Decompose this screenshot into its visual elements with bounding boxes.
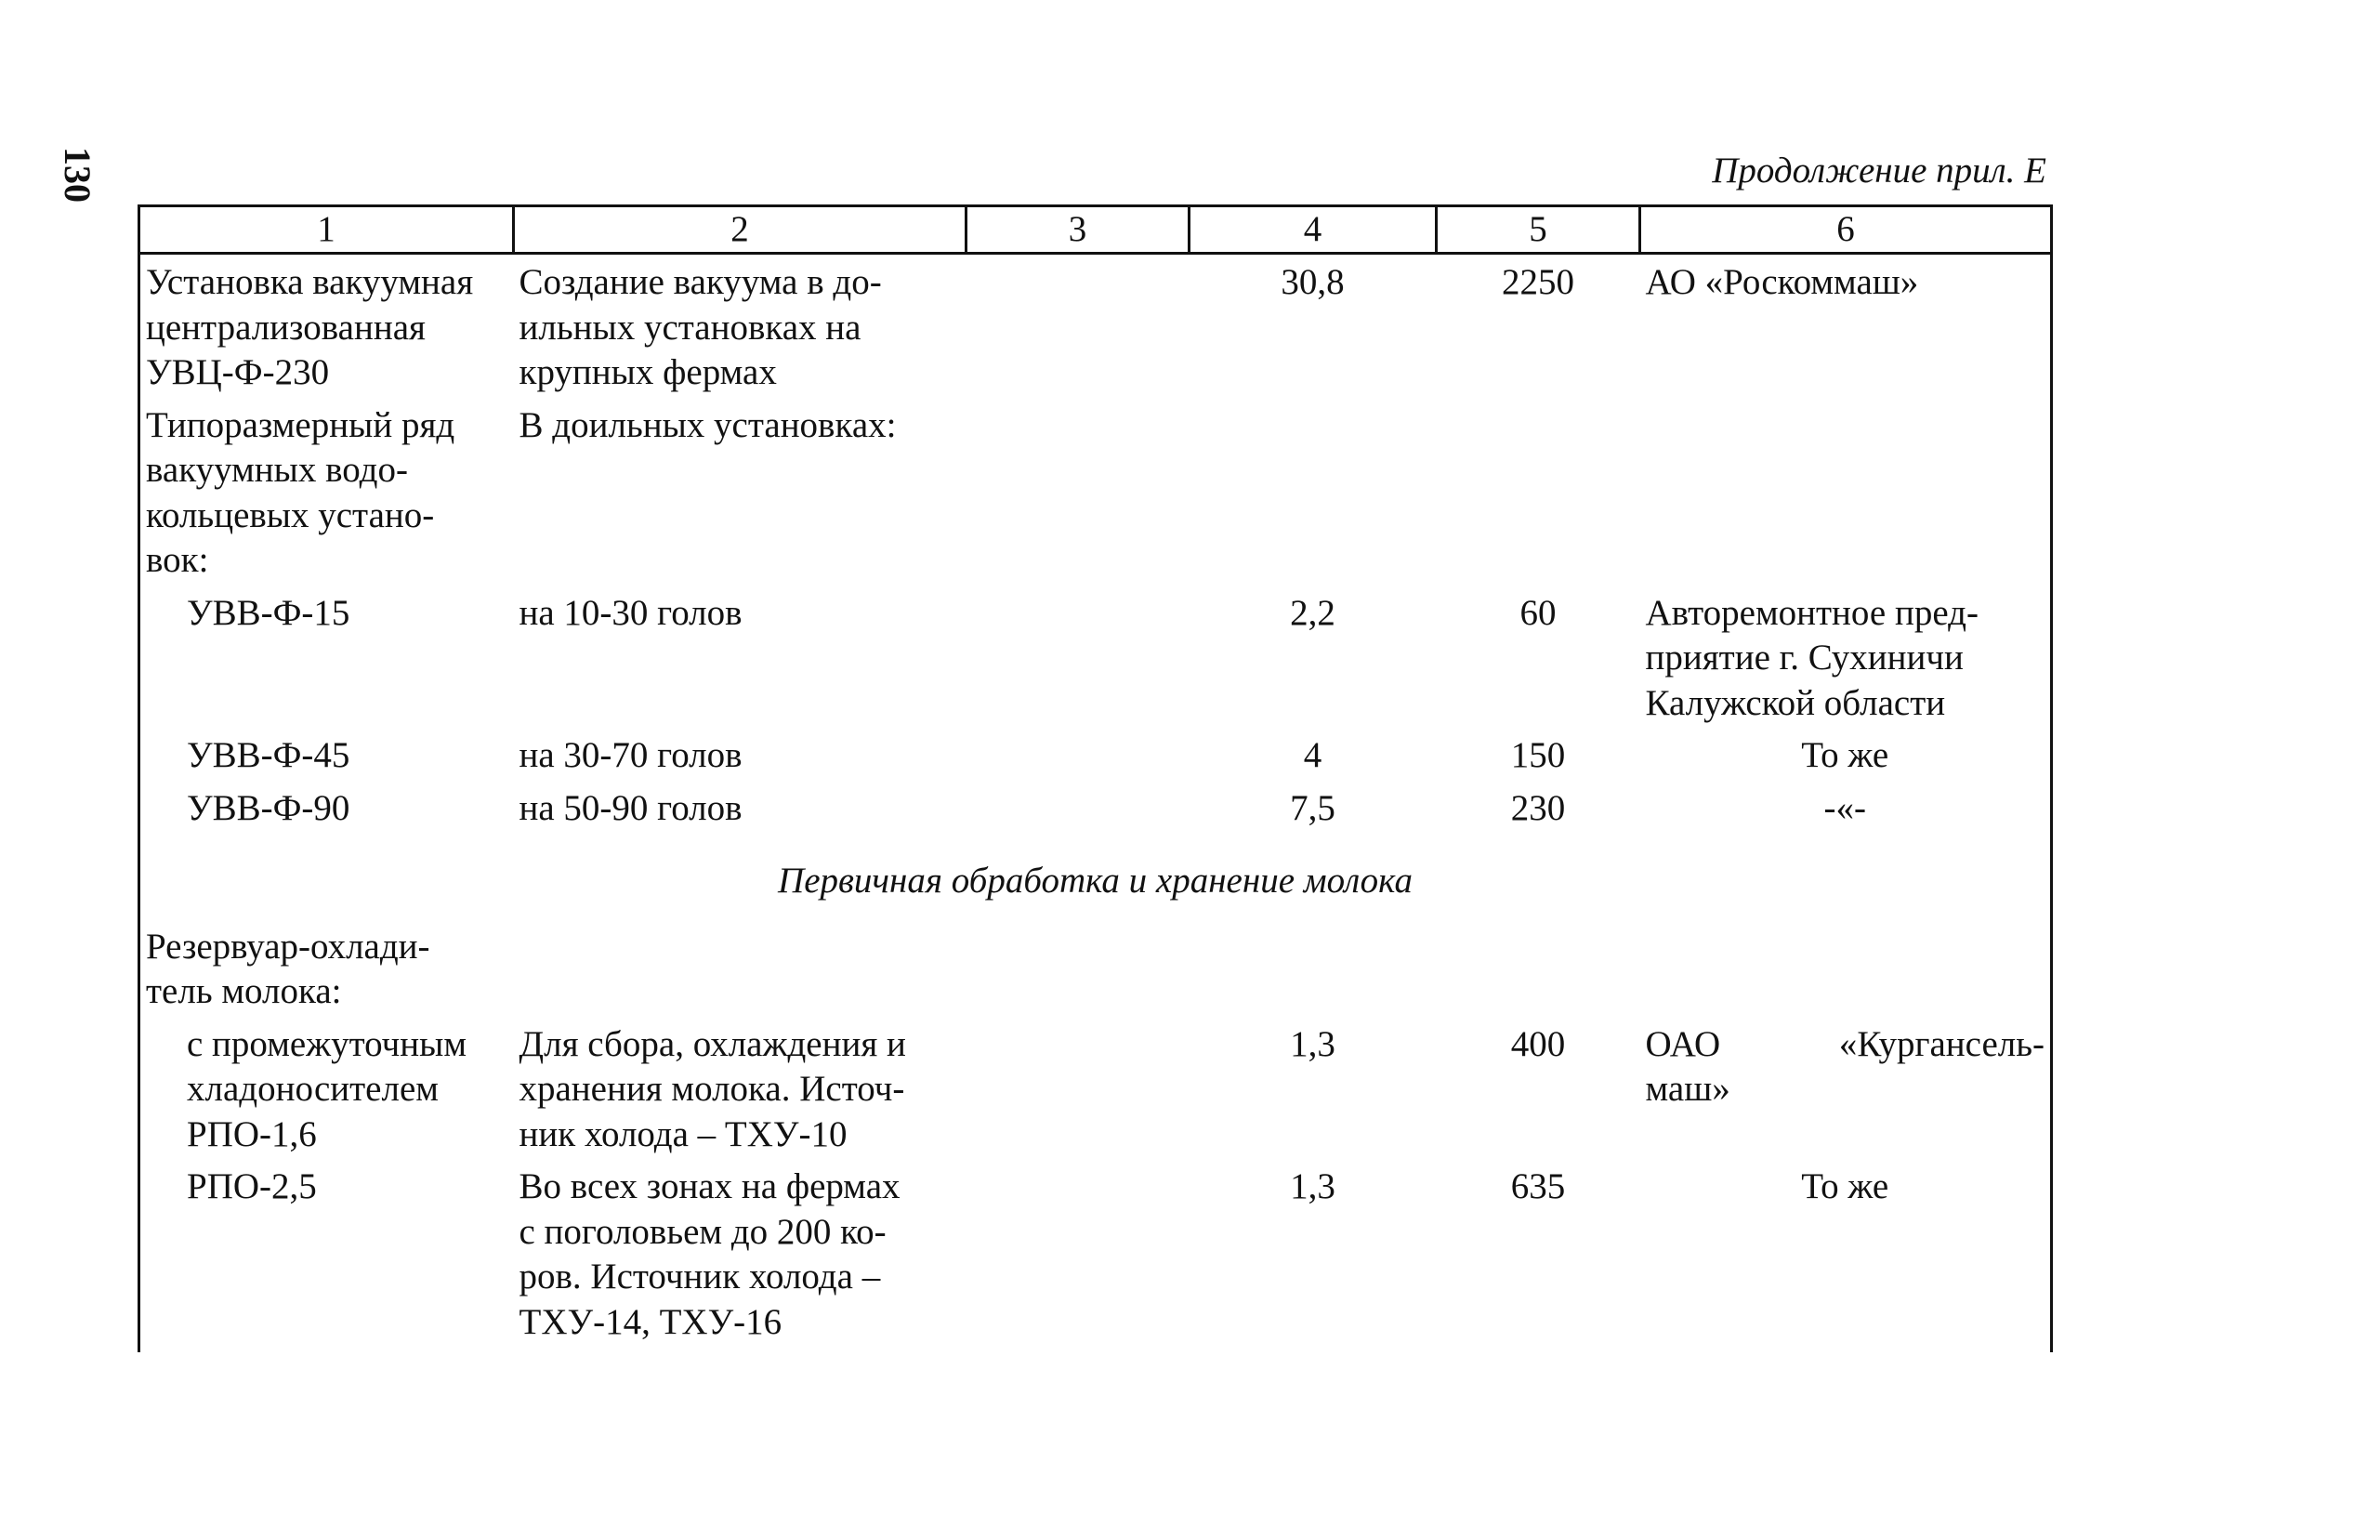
power-cell: 1,3: [1290, 1166, 1335, 1206]
power-cell: 4: [1303, 735, 1322, 775]
text-line: АО «Роскоммаш»: [1645, 262, 1919, 302]
col3-cell: [966, 925, 1190, 1022]
table-row: [139, 1022, 2052, 1165]
text-line: Типоразмерный ряд: [146, 404, 455, 445]
appendix-table: [138, 204, 2053, 1352]
mass-cell: [1437, 403, 1640, 591]
table-row: [139, 733, 2052, 786]
text-line: приятие г. Сухиничи: [1645, 638, 1964, 678]
text-line: хладоносителем: [187, 1069, 439, 1109]
purpose-cell: [514, 254, 966, 403]
header-cell-2: 2: [514, 206, 966, 254]
text-line: УВЦ-Ф-230: [146, 352, 330, 392]
equipment-name: [139, 925, 514, 1022]
manufacturer-cell: [1640, 1022, 2052, 1165]
text-line: Создание вакуума в до-: [519, 262, 882, 302]
section-row: [139, 838, 2052, 925]
text-line: Резервуар-охлади-: [146, 926, 430, 967]
col3-cell: [966, 786, 1190, 839]
power-cell: 2,2: [1290, 592, 1335, 633]
text-line: УВВ-Ф-15: [187, 592, 350, 633]
mass-cell: 60: [1519, 592, 1557, 633]
manufacturer-cell: То же: [1640, 733, 2052, 786]
mass-cell: 150: [1510, 735, 1566, 775]
table-row: [139, 925, 2052, 1022]
manufacturer-cell: [1640, 591, 2052, 734]
header-cell-4: 4: [1190, 206, 1437, 254]
equipment-name: [139, 254, 514, 403]
equipment-name: [139, 1022, 514, 1165]
mass-cell: 400: [1510, 1023, 1566, 1064]
manufacturer-cell: [1640, 925, 2052, 1022]
equipment-name: [139, 733, 514, 786]
header-row: [139, 206, 2052, 254]
text-line: УВВ-Ф-90: [187, 787, 350, 828]
text-line: централизованная: [146, 307, 426, 348]
mass-cell: 635: [1510, 1166, 1566, 1206]
manufacturer-cell: [1640, 403, 2052, 591]
text-line: на 10-30 голов: [519, 592, 743, 633]
text-line: РПО-1,6: [187, 1113, 317, 1154]
text-line: ник холода – ТХУ-10: [519, 1113, 848, 1154]
power-cell: [1190, 403, 1437, 591]
text-line: Калужской области: [1645, 682, 1946, 723]
continuation-label: Продолжение прил. Е: [1712, 151, 2046, 191]
text-line: хранения молока. Источ-: [519, 1069, 905, 1109]
purpose-cell: [514, 591, 966, 734]
mass-cell: 230: [1510, 787, 1566, 828]
manufacturer-cell: То же: [1640, 1165, 2052, 1352]
text-line: РПО-2,5: [187, 1166, 317, 1206]
col3-cell: [966, 733, 1190, 786]
text-line: вок:: [146, 540, 209, 580]
text-line: В доильных установках:: [519, 404, 897, 445]
header-cell-5: 5: [1437, 206, 1640, 254]
section-title: Первичная обработка и хранение молока: [139, 838, 2052, 925]
equipment-name: [139, 403, 514, 591]
purpose-cell: [514, 786, 966, 839]
text-line: ОАО: [1645, 1023, 1721, 1064]
header-cell-3: 3: [966, 206, 1190, 254]
equipment-name: [139, 1165, 514, 1352]
header-cell-6: 6: [1640, 206, 2052, 254]
text-line: тель молока:: [146, 971, 342, 1011]
manufacturer-cell: -«-: [1640, 786, 2052, 839]
text-line: с поголовьем до 200 ко-: [519, 1211, 887, 1252]
text-line: «Кургансель-: [1838, 1023, 2045, 1064]
page-number: 130: [57, 147, 99, 203]
equipment-name: [139, 591, 514, 734]
power-cell: 7,5: [1290, 787, 1335, 828]
power-cell: [1190, 925, 1437, 1022]
table-row: [139, 254, 2052, 403]
text-line: с промежуточным: [187, 1023, 467, 1064]
mass-cell: 2250: [1502, 262, 1574, 302]
mass-cell: [1437, 925, 1640, 1022]
purpose-cell: [514, 925, 966, 1022]
power-cell: 30,8: [1281, 262, 1345, 302]
text-line: Во всех зонах на фермах: [519, 1166, 901, 1206]
col3-cell: [966, 1022, 1190, 1165]
header-cell-1: 1: [139, 206, 514, 254]
text-line: крупных фермах: [519, 352, 777, 392]
manufacturer-cell: [1640, 254, 2052, 403]
table-row: [139, 591, 2052, 734]
text-line: ТХУ-14, ТХУ-16: [519, 1301, 782, 1342]
col3-cell: [966, 591, 1190, 734]
manufacturer-line: [1646, 1022, 2045, 1068]
table-row: [139, 403, 2052, 591]
power-cell: 1,3: [1290, 1023, 1335, 1064]
purpose-cell: [514, 733, 966, 786]
text-line: Авторемонтное пред-: [1645, 592, 1979, 633]
text-line: ильных установках на: [519, 307, 861, 348]
text-line: ров. Источник холода –: [519, 1257, 881, 1296]
text-line: на 50-90 голов: [519, 787, 743, 828]
text-line: УВВ-Ф-45: [187, 735, 350, 775]
text-line: маш»: [1645, 1069, 1730, 1109]
table-row: [139, 1165, 2052, 1352]
purpose-cell: [514, 1022, 966, 1165]
purpose-cell: [514, 403, 966, 591]
col3-cell: [966, 403, 1190, 591]
purpose-cell: [514, 1165, 966, 1352]
text-line: вакуумных водо-: [146, 450, 408, 490]
text-line: кольцевых устано-: [146, 494, 435, 535]
text-line: на 30-70 голов: [519, 735, 743, 775]
text-line: Установка вакуумная: [146, 262, 474, 302]
col3-cell: [966, 254, 1190, 403]
equipment-name: [139, 786, 514, 839]
table-row: [139, 786, 2052, 839]
text-line: Для сбора, охлаждения и: [519, 1023, 906, 1064]
col3-cell: [966, 1165, 1190, 1352]
